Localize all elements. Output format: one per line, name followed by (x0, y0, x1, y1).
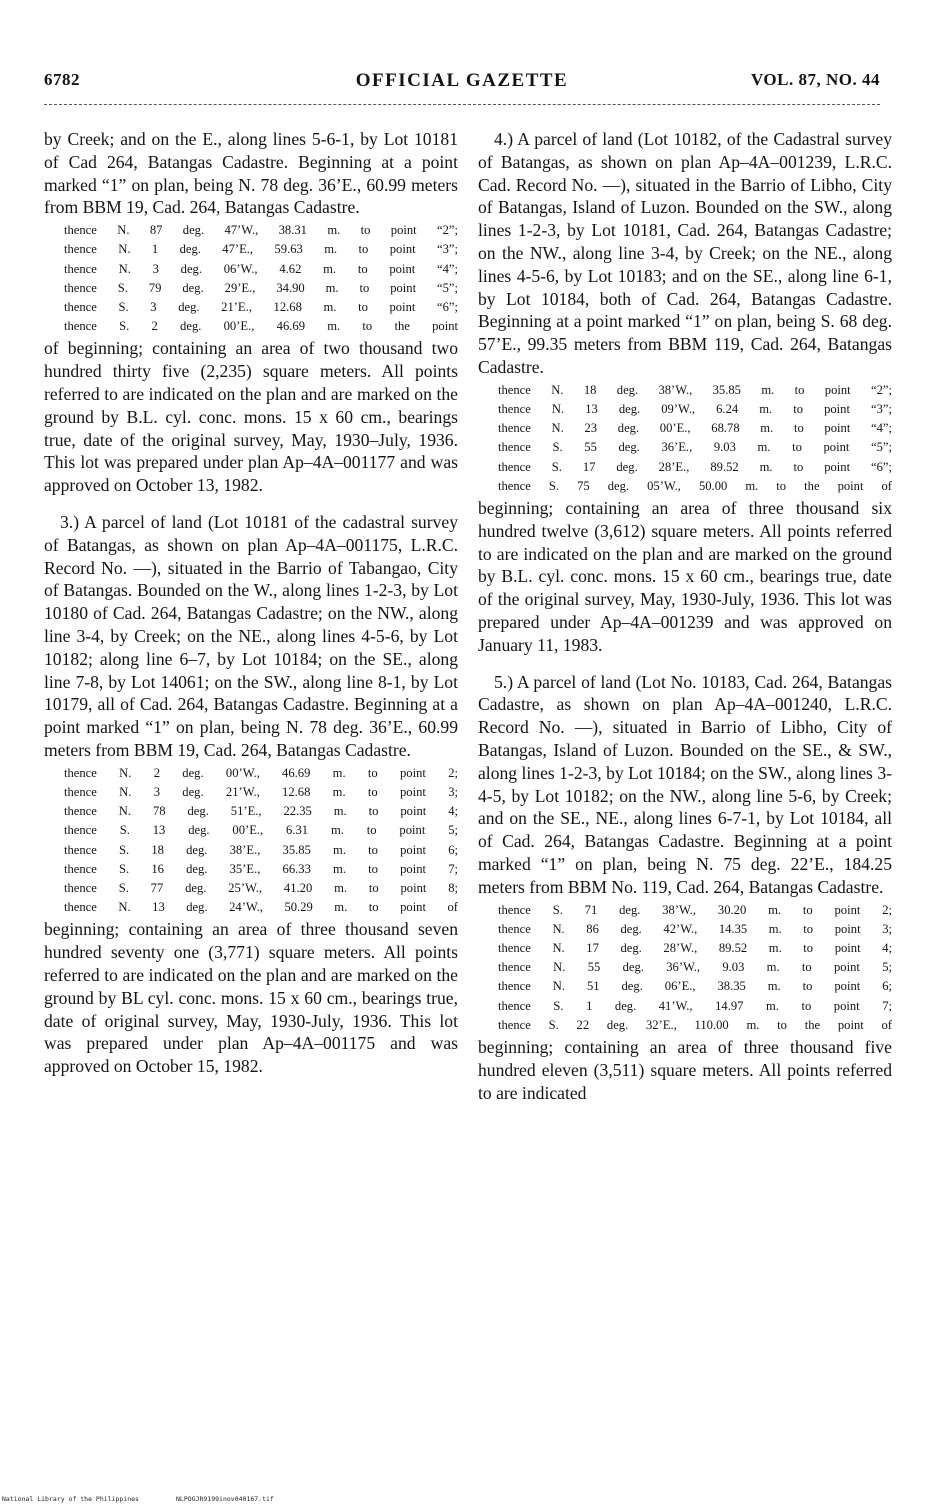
bearing-line: thence S. 13 deg. 00’E., 6.31 m. to point 5; (64, 823, 458, 838)
bearing-line: thence N. 86 deg. 42’W., 14.35 m. to point 3; (498, 921, 892, 936)
bearing-line: thence N. 51 deg. 06’E., 38.35 m. to point 6; (498, 979, 892, 994)
paragraph-lot-10181: 3.) A parcel of land (Lot 10181 of the cadastral survey of Batangas, as shown on plan Ap–4A–001175, L.R.C. Record No. —), situated in the Barrio of Tabangao, City of Batangas. Bounded on the W., along lines 1-2-3, by Lot 10180 of Cad. 264, Batangas Cadastre; on the NW., along line 3-4, by Creek; on the NE., along lines 4-5-6, by Lot 10182; along line 6–7, by Lot 10184; on the SE., along line 7-8, by Lot 14061; on the SW., along line 8-1, by Lot 10179, all of Cad. 264, Batangas Cadastre. Beginning at a point marked “1” on plan, being N. 78 deg. 36’E., 60.99 meters from BBM 19, Cad. 264, Batangas Cadastre. (44, 511, 458, 760)
bearing-line: thence N. 13 deg. 09’W., 6.24 m. to point “3”; (498, 401, 892, 416)
bearing-line: thence S. 22 deg. 32’E., 110.00 m. to the point of (498, 1017, 892, 1032)
bearing-line: thence S. 18 deg. 38’E., 35.85 m. to point 6; (64, 842, 458, 857)
volume-number: VOL. 87, NO. 44 (751, 70, 880, 89)
bearings-lot-10181 (44, 764, 458, 918)
footer-filename: NLPOGJR9199inov040167.tif (176, 1495, 274, 1503)
bearings-lot-10183 (478, 901, 892, 1035)
bearing-line: thence S. 55 deg. 36’E., 9.03 m. to point “5”; (498, 440, 892, 455)
bearing-line: thence N. 17 deg. 28’W., 89.52 m. to point 4; (498, 940, 892, 955)
paragraph-lot-10183: 5.) A parcel of land (Lot No. 10183, Cad. 264, Batangas Cadastre, as shown on plan Ap–4A–001240, L.R.C. Record No. —), situated in Barrio of Libho, City of Batangas, Island of Luzon. Bounded on the SE., & SW., along lines 1-2-3, by Lot 10184; on the SW., along lines 3-4-5, by Lot 10182; on the NW., along line 5-6, by Creek; and on the SE., NE., along lines 6-7-1, by Lot 10184, all of Cad. 264, Batangas Cadastre. Beginning at a point marked “1” on plan, being N. 75 deg. 22’E., 184.25 meters from BBM No. 119, Cad. 264, Batangas Cadastre. (478, 671, 892, 897)
bearing-line: thence N. 2 deg. 00’W., 46.69 m. to point 2; (64, 765, 458, 780)
bearing-line: thence S. 2 deg. 00’E., 46.69 m. to the point (64, 319, 458, 334)
paragraph-lot-10180-continued: by Creek; and on the E., along lines 5-6-1, by Lot 10181 of Cad 264, Batangas Cadastre. Beginning at a point marked “1” on plan, being N. 78 deg. 36’E., 60.99 meters from BBM 19, Cad. 264, Batangas Cadastre. (44, 129, 458, 218)
bearing-line: thence N. 78 deg. 51’E., 22.35 m. to point 4; (64, 804, 458, 819)
page-number: 6782 (44, 70, 80, 89)
bearing-line: thence S. 75 deg. 05’W., 50.00 m. to the point of (498, 478, 892, 493)
right-column (478, 128, 892, 1104)
header-rule (44, 104, 880, 105)
publication-title: OFFICIAL GAZETTE (355, 70, 569, 91)
bearing-line: thence S. 17 deg. 28’E., 89.52 m. to point “6”; (498, 459, 892, 474)
paragraph-lot-10180-area: of beginning; containing an area of two thousand two hundred thirty five (2,235) square meters. All points referred to are indicated on the plan and are marked on the ground by B.L. cyl. conc. mons. 15 x 60 cm., bearings true, date of the original survey, May, 1930–July, 1936. This lot was prepared under plan Ap–4A–001177 and was approved on October 13, 1982. (44, 338, 458, 496)
bearing-line: thence S. 16 deg. 35’E., 66.33 m. to point 7; (64, 861, 458, 876)
bearing-line: thence N. 55 deg. 36’W., 9.03 m. to point 5; (498, 960, 892, 975)
bearing-line: thence N. 87 deg. 47’W., 38.31 m. to point “2”; (64, 223, 458, 238)
paragraph-lot-10183-area: beginning; containing an area of three thousand five hundred eleven (3,511) square meters. All points referred to are indicated (478, 1036, 892, 1103)
bearing-line: thence S. 3 deg. 21’E., 12.68 m. to point “6”; (64, 300, 458, 314)
bearing-line: thence N. 23 deg. 00’E., 68.78 m. to point “4”; (498, 421, 892, 436)
paragraph-lot-10181-area: beginning; containing an area of three thousand seven hundred seventy one (3,771) square meters. All points referred to are indicated on the plan and are marked on the ground by BL cyl. conc. mons. 15 x 60 cm., bearings true, date of original survey, May, 1930-July, 1936. This lot was prepared under plan Ap–4A–001175 and was approved on October 15, 1982. (44, 919, 458, 1077)
bearing-line: thence N. 13 deg. 24’W., 50.29 m. to point of (64, 900, 458, 915)
bearing-line: thence N. 3 deg. 06’W., 4.62 m. to point “4”; (64, 261, 458, 276)
bearing-line: thence N. 18 deg. 38’W., 35.85 m. to point “2”; (498, 382, 892, 397)
paragraph-lot-10182-area: beginning; containing an area of three thousand six hundred twelve (3,612) square meters. All points referred to are indicated on the plan and are marked on the ground by B.L. cyl. conc. mons. 15 x 60 cm., bearings true, date of the original survey, May, 1930-July, 1936. This lot was prepared under Ap–4A–001239 and was approved on January 11, 1983. (478, 497, 892, 655)
bearing-line: thence N. 3 deg. 21’W., 12.68 m. to point 3; (64, 784, 458, 799)
bearings-lot-10180 (44, 221, 458, 336)
bearing-line: thence S. 79 deg. 29’E., 34.90 m. to point “5”; (64, 280, 458, 295)
bearing-line: thence S. 77 deg. 25’W., 41.20 m. to point 8; (64, 880, 458, 895)
bearings-lot-10182 (478, 381, 892, 496)
left-column (44, 128, 458, 1078)
bearing-line: thence N. 1 deg. 47’E., 59.63 m. to point “3”; (64, 242, 458, 257)
bearing-line: thence S. 71 deg. 38’W., 30.20 m. to point 2; (498, 902, 892, 917)
page-header (44, 70, 880, 98)
footer-library: National Library of the Philippines (2, 1495, 139, 1503)
bearing-line: thence S. 1 deg. 41’W., 14.97 m. to point 7; (498, 998, 892, 1013)
paragraph-lot-10182: 4.) A parcel of land (Lot 10182, of the Cadastral survey of Batangas, as shown on plan Ap–4A–001239, L.R.C. Cad. Record No. —), situated in the Barrio of Libho, City of Batangas, Island of Luzon. Bounded on the SW., along lines 1-2-3, by Lot 10181, Cad. 264, Batangas Cadastre; on the NW., along line 3-4, by Creek; on the NE., along lines 4-5-6, by Lot 10183; and on the SE., along line 6-1, by Lot 10184, both of Cad. 264, Batangas Cadastre. Beginning at a point marked “1” on plan, being S. 68 deg. 57’E., 99.35 meters from BBM 119, Cad. 264, Batangas Cadastre. (478, 129, 892, 377)
